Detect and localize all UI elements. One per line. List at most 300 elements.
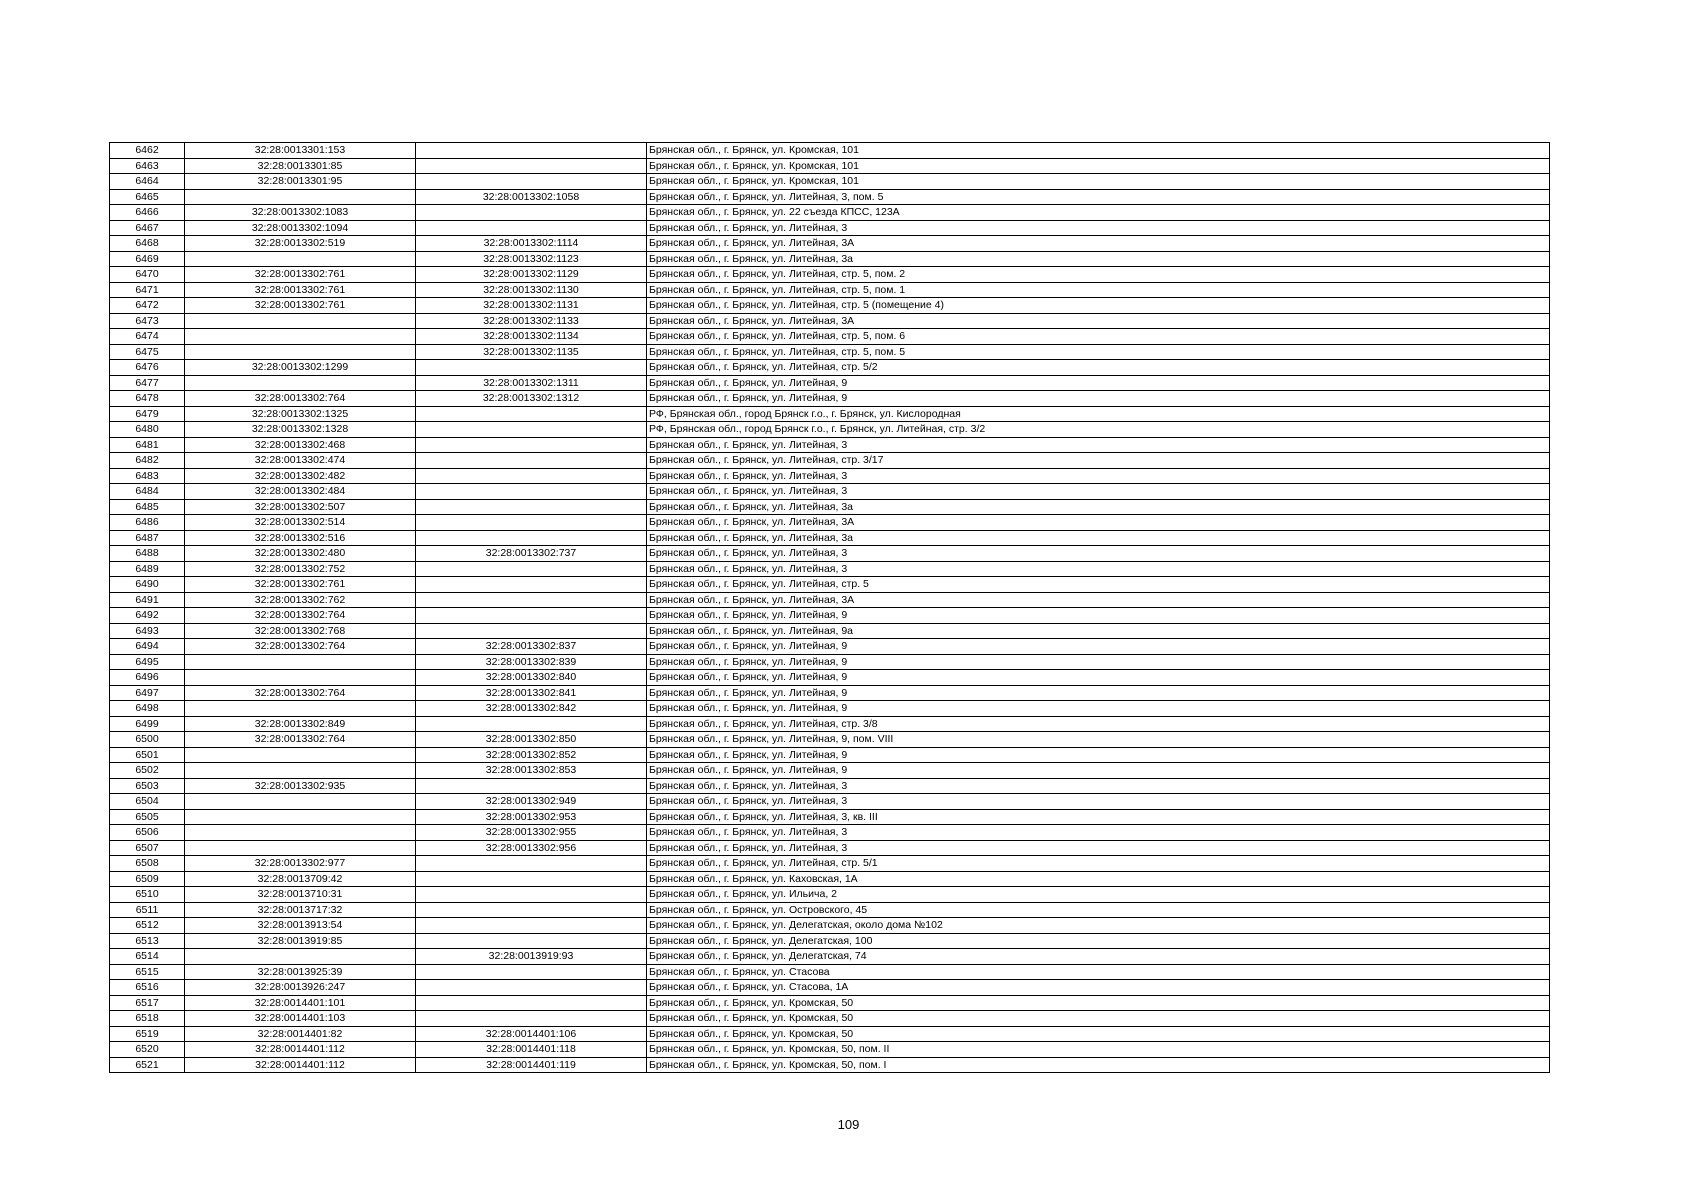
table-row [110,251,1550,267]
linked-cadastral-number-cell [416,592,647,608]
table-row [110,360,1550,376]
cadastral-number-cell [185,701,416,717]
cadastral-number-cell: 32:28:0013301:85 [185,158,416,174]
cadastral-number-cell [185,809,416,825]
address-cell: Брянская обл., г. Брянск, ул. Литейная, стр. 5/1 [647,856,1550,872]
address-cell: Брянская обл., г. Брянск, ул. Литейная, 3 [647,825,1550,841]
row-number-cell: 6491 [110,592,185,608]
linked-cadastral-number-cell: 32:28:0013302:1129 [416,267,647,283]
row-number-cell: 6481 [110,437,185,453]
cadastral-number-cell: 32:28:0013302:761 [185,298,416,314]
cadastral-number-cell [185,189,416,205]
linked-cadastral-number-cell: 32:28:0013302:1130 [416,282,647,298]
table-row [110,205,1550,221]
table-row [110,515,1550,531]
table-row [110,592,1550,608]
cadastral-number-cell: 32:28:0013302:764 [185,639,416,655]
row-number-cell: 6520 [110,1042,185,1058]
row-number-cell: 6488 [110,546,185,562]
address-cell: Брянская обл., г. Брянск, ул. Литейная, 3а [647,530,1550,546]
address-cell: Брянская обл., г. Брянск, ул. Кромская, 50 [647,1011,1550,1027]
linked-cadastral-number-cell [416,980,647,996]
address-cell: Брянская обл., г. Брянск, ул. Литейная, 9 [647,608,1550,624]
cadastral-number-cell: 32:28:0014401:82 [185,1026,416,1042]
cadastral-number-cell: 32:28:0013302:482 [185,468,416,484]
row-number-cell: 6494 [110,639,185,655]
linked-cadastral-number-cell: 32:28:0013302:1135 [416,344,647,360]
address-cell: Брянская обл., г. Брянск, ул. Кромская, 50 [647,1026,1550,1042]
table-row [110,406,1550,422]
linked-cadastral-number-cell: 32:28:0013302:853 [416,763,647,779]
row-number-cell: 6498 [110,701,185,717]
row-number-cell: 6505 [110,809,185,825]
cadastral-number-cell: 32:28:0013302:762 [185,592,416,608]
cadastral-number-cell: 32:28:0013302:1083 [185,205,416,221]
linked-cadastral-number-cell [416,205,647,221]
linked-cadastral-number-cell [416,577,647,593]
cadastral-number-cell: 32:28:0013717:32 [185,902,416,918]
row-number-cell: 6475 [110,344,185,360]
table-row [110,143,1550,159]
address-cell: Брянская обл., г. Брянск, ул. Литейная, 3, кв. III [647,809,1550,825]
address-cell: Брянская обл., г. Брянск, ул. Литейная, стр. 3/17 [647,453,1550,469]
linked-cadastral-number-cell [416,220,647,236]
linked-cadastral-number-cell: 32:28:0013302:1133 [416,313,647,329]
cadastral-number-cell: 32:28:0014401:112 [185,1057,416,1073]
linked-cadastral-number-cell [416,964,647,980]
row-number-cell: 6466 [110,205,185,221]
row-number-cell: 6492 [110,608,185,624]
cadastral-number-cell: 32:28:0013302:764 [185,732,416,748]
row-number-cell: 6485 [110,499,185,515]
table-row [110,391,1550,407]
address-cell: Брянская обл., г. Брянск, ул. Литейная, 9 [647,654,1550,670]
linked-cadastral-number-cell: 32:28:0013302:837 [416,639,647,655]
linked-cadastral-number-cell [416,1011,647,1027]
row-number-cell: 6478 [110,391,185,407]
cadastral-number-cell: 32:28:0013302:1328 [185,422,416,438]
address-cell: Брянская обл., г. Брянск, ул. Литейная, стр. 3/8 [647,716,1550,732]
address-cell: Брянская обл., г. Брянск, ул. Делегатская, 100 [647,933,1550,949]
cadastral-number-cell: 32:28:0013710:31 [185,887,416,903]
linked-cadastral-number-cell: 32:28:0013302:949 [416,794,647,810]
address-cell: Брянская обл., г. Брянск, ул. Литейная, 3 [647,840,1550,856]
row-number-cell: 6501 [110,747,185,763]
table-row [110,778,1550,794]
cadastral-number-cell [185,654,416,670]
row-number-cell: 6479 [110,406,185,422]
cadastral-number-cell: 32:28:0013302:474 [185,453,416,469]
cadastral-number-cell [185,670,416,686]
address-cell: Брянская обл., г. Брянск, ул. Литейная, стр. 5, пом. 6 [647,329,1550,345]
row-number-cell: 6512 [110,918,185,934]
row-number-cell: 6496 [110,670,185,686]
linked-cadastral-number-cell: 32:28:0013302:1123 [416,251,647,267]
linked-cadastral-number-cell: 32:28:0013302:1114 [416,236,647,252]
linked-cadastral-number-cell [416,608,647,624]
table-row [110,468,1550,484]
row-number-cell: 6468 [110,236,185,252]
linked-cadastral-number-cell: 32:28:0013302:1131 [416,298,647,314]
address-cell: Брянская обл., г. Брянск, ул. Литейная, стр. 5 (помещение 4) [647,298,1550,314]
row-number-cell: 6509 [110,871,185,887]
cadastral-number-cell: 32:28:0013919:85 [185,933,416,949]
address-cell: РФ, Брянская обл., город Брянск г.о., г. Брянск, ул. Кислородная [647,406,1550,422]
cadastral-number-cell: 32:28:0013302:764 [185,608,416,624]
table-row [110,933,1550,949]
linked-cadastral-number-cell [416,158,647,174]
table-row [110,995,1550,1011]
cadastral-number-cell: 32:28:0013913:54 [185,918,416,934]
cadastral-number-cell [185,375,416,391]
address-cell: Брянская обл., г. Брянск, ул. Делегатская, около дома №102 [647,918,1550,934]
linked-cadastral-number-cell [416,530,647,546]
address-cell: Брянская обл., г. Брянск, ул. Литейная, 9 [647,747,1550,763]
address-cell: Брянская обл., г. Брянск, ул. Литейная, 9 [647,763,1550,779]
address-cell: Брянская обл., г. Брянск, ул. Литейная, 3а [647,251,1550,267]
table-row [110,716,1550,732]
address-cell: Брянская обл., г. Брянск, ул. Литейная, 3 [647,561,1550,577]
address-cell: Брянская обл., г. Брянск, ул. Делегатская, 74 [647,949,1550,965]
cadastral-number-cell: 32:28:0013301:153 [185,143,416,159]
row-number-cell: 6462 [110,143,185,159]
row-number-cell: 6507 [110,840,185,856]
address-cell: Брянская обл., г. Брянск, ул. Литейная, 3А [647,592,1550,608]
linked-cadastral-number-cell: 32:28:0013302:1312 [416,391,647,407]
address-cell: Брянская обл., г. Брянск, ул. Литейная, 3а [647,499,1550,515]
table-row [110,453,1550,469]
linked-cadastral-number-cell [416,143,647,159]
linked-cadastral-number-cell [416,484,647,500]
cadastral-number-cell [185,794,416,810]
linked-cadastral-number-cell [416,716,647,732]
table-row [110,902,1550,918]
table-row [110,499,1550,515]
cadastral-number-cell: 32:28:0013302:761 [185,577,416,593]
row-number-cell: 6480 [110,422,185,438]
row-number-cell: 6511 [110,902,185,918]
linked-cadastral-number-cell: 32:28:0014401:119 [416,1057,647,1073]
row-number-cell: 6477 [110,375,185,391]
linked-cadastral-number-cell: 32:28:0013302:1058 [416,189,647,205]
address-cell: Брянская обл., г. Брянск, ул. Литейная, 3 [647,546,1550,562]
address-cell: Брянская обл., г. Брянск, ул. Литейная, 3А [647,236,1550,252]
cadastral-number-cell: 32:28:0013302:1094 [185,220,416,236]
address-cell: Брянская обл., г. Брянск, ул. Кромская, 50, пом. I [647,1057,1550,1073]
linked-cadastral-number-cell [416,360,647,376]
cadastral-number-cell: 32:28:0013302:764 [185,685,416,701]
table-row [110,763,1550,779]
address-cell: Брянская обл., г. Брянск, ул. Кромская, 101 [647,174,1550,190]
address-cell: Брянская обл., г. Брянск, ул. Литейная, стр. 5 [647,577,1550,593]
row-number-cell: 6487 [110,530,185,546]
address-cell: РФ, Брянская обл., город Брянск г.о., г. Брянск, ул. Литейная, стр. 3/2 [647,422,1550,438]
table-row [110,670,1550,686]
table-row [110,809,1550,825]
row-number-cell: 6471 [110,282,185,298]
address-cell: Брянская обл., г. Брянск, ул. Литейная, 3 [647,437,1550,453]
cadastral-number-cell [185,344,416,360]
address-cell: Брянская обл., г. Брянск, ул. Литейная, 9 [647,670,1550,686]
address-cell: Брянская обл., г. Брянск, ул. Ильича, 2 [647,887,1550,903]
row-number-cell: 6474 [110,329,185,345]
row-number-cell: 6503 [110,778,185,794]
linked-cadastral-number-cell [416,871,647,887]
table-row [110,608,1550,624]
cadastral-number-cell: 32:28:0014401:103 [185,1011,416,1027]
cadastral-number-cell: 32:28:0013302:768 [185,623,416,639]
row-number-cell: 6490 [110,577,185,593]
cadastral-number-cell: 32:28:0013302:764 [185,391,416,407]
row-number-cell: 6497 [110,685,185,701]
table-row [110,964,1550,980]
linked-cadastral-number-cell: 32:28:0013302:839 [416,654,647,670]
address-cell: Брянская обл., г. Брянск, ул. Литейная, 9 [647,375,1550,391]
cadastral-number-cell: 32:28:0013302:1299 [185,360,416,376]
address-cell: Брянская обл., г. Брянск, ул. Островского, 45 [647,902,1550,918]
table-row [110,856,1550,872]
address-cell: Брянская обл., г. Брянск, ул. Литейная, 3, пом. 5 [647,189,1550,205]
address-cell: Брянская обл., г. Брянск, ул. Каховская, 1А [647,871,1550,887]
linked-cadastral-number-cell [416,995,647,1011]
linked-cadastral-number-cell [416,174,647,190]
row-number-cell: 6483 [110,468,185,484]
linked-cadastral-number-cell [416,499,647,515]
linked-cadastral-number-cell [416,515,647,531]
table-row [110,825,1550,841]
table-row [110,871,1550,887]
row-number-cell: 6486 [110,515,185,531]
linked-cadastral-number-cell [416,623,647,639]
row-number-cell: 6502 [110,763,185,779]
page-number: 109 [837,1117,860,1132]
linked-cadastral-number-cell: 32:28:0013302:840 [416,670,647,686]
table-row [110,840,1550,856]
table-row [110,329,1550,345]
address-cell: Брянская обл., г. Брянск, ул. Литейная, 9, пом. VIII [647,732,1550,748]
linked-cadastral-number-cell [416,887,647,903]
cadastral-number-cell [185,949,416,965]
linked-cadastral-number-cell: 32:28:0013302:1311 [416,375,647,391]
table-row [110,639,1550,655]
linked-cadastral-number-cell [416,933,647,949]
address-cell: Брянская обл., г. Брянск, ул. Литейная, 3 [647,468,1550,484]
row-number-cell: 6504 [110,794,185,810]
row-number-cell: 6506 [110,825,185,841]
table-row [110,530,1550,546]
table-row [110,220,1550,236]
cadastral-number-cell [185,763,416,779]
linked-cadastral-number-cell: 32:28:0013302:955 [416,825,647,841]
table-row [110,747,1550,763]
table-row [110,1026,1550,1042]
cadastral-number-cell: 32:28:0013302:507 [185,499,416,515]
address-cell: Брянская обл., г. Брянск, ул. Литейная, 3 [647,220,1550,236]
cadastral-number-cell: 32:28:0013302:516 [185,530,416,546]
linked-cadastral-number-cell [416,468,647,484]
cadastral-number-cell [185,313,416,329]
cadastral-number-cell: 32:28:0013302:761 [185,267,416,283]
cadastral-number-cell: 32:28:0014401:112 [185,1042,416,1058]
cadastral-number-cell: 32:28:0013302:484 [185,484,416,500]
row-number-cell: 6472 [110,298,185,314]
table-row [110,344,1550,360]
row-number-cell: 6516 [110,980,185,996]
cadastral-number-cell: 32:28:0013302:752 [185,561,416,577]
cadastral-number-cell: 32:28:0013709:42 [185,871,416,887]
cadastral-number-cell: 32:28:0013302:935 [185,778,416,794]
cadastral-number-cell: 32:28:0013926:247 [185,980,416,996]
table-row [110,1011,1550,1027]
linked-cadastral-number-cell [416,918,647,934]
table-row [110,313,1550,329]
address-cell: Брянская обл., г. Брянск, ул. Литейная, 9 [647,685,1550,701]
table-row [110,158,1550,174]
row-number-cell: 6493 [110,623,185,639]
row-number-cell: 6484 [110,484,185,500]
table-row [110,174,1550,190]
cadastral-number-cell: 32:28:0013302:514 [185,515,416,531]
address-cell: Брянская обл., г. Брянск, ул. Стасова [647,964,1550,980]
table-row [110,794,1550,810]
cadastral-number-cell: 32:28:0013302:849 [185,716,416,732]
linked-cadastral-number-cell: 32:28:0013919:93 [416,949,647,965]
row-number-cell: 6464 [110,174,185,190]
address-cell: Брянская обл., г. Брянск, ул. 22 съезда КПСС, 123А [647,205,1550,221]
row-number-cell: 6467 [110,220,185,236]
row-number-cell: 6476 [110,360,185,376]
address-cell: Брянская обл., г. Брянск, ул. Литейная, 3А [647,313,1550,329]
cadastral-number-cell: 32:28:0013301:95 [185,174,416,190]
linked-cadastral-number-cell: 32:28:0014401:118 [416,1042,647,1058]
address-cell: Брянская обл., г. Брянск, ул. Литейная, 3А [647,515,1550,531]
address-cell: Брянская обл., г. Брянск, ул. Кромская, 101 [647,143,1550,159]
row-number-cell: 6495 [110,654,185,670]
table-row [110,546,1550,562]
table-row [110,484,1550,500]
table-row [110,267,1550,283]
table-row [110,980,1550,996]
linked-cadastral-number-cell [416,422,647,438]
cadastral-number-cell [185,329,416,345]
row-number-cell: 6499 [110,716,185,732]
linked-cadastral-number-cell [416,778,647,794]
row-number-cell: 6521 [110,1057,185,1073]
linked-cadastral-number-cell [416,406,647,422]
table-row [110,701,1550,717]
address-cell: Брянская обл., г. Брянск, ул. Стасова, 1А [647,980,1550,996]
address-cell: Брянская обл., г. Брянск, ул. Кромская, 50, пом. II [647,1042,1550,1058]
linked-cadastral-number-cell [416,561,647,577]
address-cell: Брянская обл., г. Брянск, ул. Литейная, 3 [647,778,1550,794]
linked-cadastral-number-cell [416,856,647,872]
row-number-cell: 6515 [110,964,185,980]
address-cell: Брянская обл., г. Брянск, ул. Литейная, стр. 5/2 [647,360,1550,376]
table-row [110,189,1550,205]
table-row [110,654,1550,670]
address-cell: Брянская обл., г. Брянск, ул. Литейная, 9а [647,623,1550,639]
address-cell: Брянская обл., г. Брянск, ул. Литейная, 9 [647,639,1550,655]
table-row [110,949,1550,965]
row-number-cell: 6465 [110,189,185,205]
linked-cadastral-number-cell: 32:28:0013302:737 [416,546,647,562]
cadastral-number-cell [185,825,416,841]
row-number-cell: 6510 [110,887,185,903]
table-row [110,887,1550,903]
table-row [110,236,1550,252]
table-row [110,623,1550,639]
row-number-cell: 6514 [110,949,185,965]
linked-cadastral-number-cell: 32:28:0013302:841 [416,685,647,701]
address-cell: Брянская обл., г. Брянск, ул. Литейная, 9 [647,391,1550,407]
row-number-cell: 6513 [110,933,185,949]
row-number-cell: 6517 [110,995,185,1011]
linked-cadastral-number-cell: 32:28:0013302:850 [416,732,647,748]
row-number-cell: 6469 [110,251,185,267]
table-row [110,918,1550,934]
table-row [110,561,1550,577]
address-cell: Брянская обл., г. Брянск, ул. Литейная, стр. 5, пом. 2 [647,267,1550,283]
linked-cadastral-number-cell [416,453,647,469]
cadastral-number-cell: 32:28:0014401:101 [185,995,416,1011]
table-row [110,577,1550,593]
cadastral-number-cell: 32:28:0013302:480 [185,546,416,562]
address-cell: Брянская обл., г. Брянск, ул. Литейная, 9 [647,701,1550,717]
address-cell: Брянская обл., г. Брянск, ул. Кромская, 101 [647,158,1550,174]
row-number-cell: 6482 [110,453,185,469]
row-number-cell: 6518 [110,1011,185,1027]
table-row [110,298,1550,314]
linked-cadastral-number-cell: 32:28:0013302:1134 [416,329,647,345]
table-row [110,1042,1550,1058]
cadastral-number-cell: 32:28:0013302:1325 [185,406,416,422]
table-row [110,685,1550,701]
address-cell: Брянская обл., г. Брянск, ул. Кромская, 50 [647,995,1550,1011]
table-row [110,1057,1550,1073]
table-row [110,375,1550,391]
registry-table [109,142,1550,1073]
table-row [110,422,1550,438]
address-cell: Брянская обл., г. Брянск, ул. Литейная, 3 [647,484,1550,500]
cadastral-number-cell: 32:28:0013302:761 [185,282,416,298]
linked-cadastral-number-cell: 32:28:0014401:106 [416,1026,647,1042]
address-cell: Брянская обл., г. Брянск, ул. Литейная, 3 [647,794,1550,810]
linked-cadastral-number-cell: 32:28:0013302:956 [416,840,647,856]
row-number-cell: 6500 [110,732,185,748]
cadastral-number-cell: 32:28:0013302:519 [185,236,416,252]
row-number-cell: 6473 [110,313,185,329]
cadastral-number-cell: 32:28:0013302:977 [185,856,416,872]
linked-cadastral-number-cell: 32:28:0013302:842 [416,701,647,717]
cadastral-number-cell: 32:28:0013302:468 [185,437,416,453]
row-number-cell: 6463 [110,158,185,174]
address-cell: Брянская обл., г. Брянск, ул. Литейная, стр. 5, пом. 1 [647,282,1550,298]
cadastral-number-cell [185,747,416,763]
linked-cadastral-number-cell: 32:28:0013302:852 [416,747,647,763]
table-row [110,732,1550,748]
cadastral-number-cell [185,840,416,856]
cadastral-number-cell: 32:28:0013925:39 [185,964,416,980]
row-number-cell: 6508 [110,856,185,872]
row-number-cell: 6519 [110,1026,185,1042]
linked-cadastral-number-cell: 32:28:0013302:953 [416,809,647,825]
registry-table-body [110,143,1550,1073]
table-row [110,282,1550,298]
row-number-cell: 6470 [110,267,185,283]
table-row [110,437,1550,453]
address-cell: Брянская обл., г. Брянск, ул. Литейная, стр. 5, пом. 5 [647,344,1550,360]
linked-cadastral-number-cell [416,437,647,453]
